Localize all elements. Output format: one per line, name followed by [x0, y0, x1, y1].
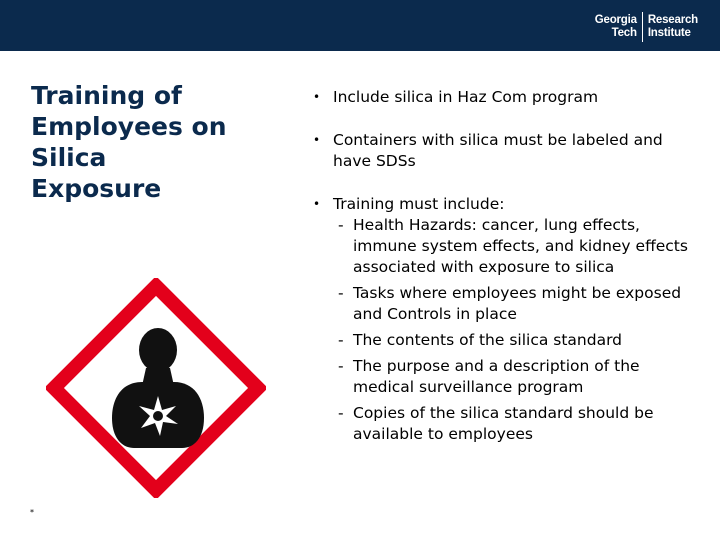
sub-item-text: Health Hazards: cancer, lung effects, immune system effects, and kidney effects associated with exposure to silica [353, 216, 688, 276]
logo-text-research: Research [647, 14, 698, 26]
bullet-text: Containers with silica must be labeled and have SDSs [333, 131, 663, 170]
sub-item-text: Tasks where employees might be exposed and Controls in place [353, 284, 682, 323]
title-line: Employees on [31, 112, 227, 141]
sub-item [333, 356, 703, 398]
logo-text-tech: Tech [611, 27, 637, 39]
sub-marker: - [338, 331, 344, 349]
sub-item-text: Copies of the silica standard should be available to employees [353, 404, 654, 443]
bullet-item [313, 130, 703, 172]
sub-marker: - [338, 357, 344, 375]
sub-item-text: The contents of the silica standard [353, 331, 623, 349]
sub-marker: - [338, 284, 344, 302]
starburst-center [153, 411, 163, 421]
sub-item [333, 403, 703, 445]
sub-item [333, 283, 703, 325]
bullet-list [313, 87, 703, 445]
bullet-item [313, 87, 703, 108]
logo-text-georgia: Georgia [594, 14, 637, 26]
ghs-health-hazard-icon [46, 278, 266, 498]
bullet-marker: • [313, 197, 321, 211]
bullet-marker: • [313, 90, 321, 104]
bullet-marker: • [313, 133, 321, 147]
title-line: Training of [31, 81, 182, 110]
bullet-item [313, 194, 703, 445]
slide-title [31, 80, 261, 204]
sub-list [333, 215, 703, 445]
sub-item [333, 215, 703, 278]
sub-item [333, 330, 703, 351]
sub-item-text: The purpose and a description of the medical surveillance program [353, 357, 640, 396]
bullet-text: Training must include: [333, 195, 505, 213]
sub-marker: - [338, 404, 344, 422]
sub-marker: - [338, 216, 344, 234]
title-line: Exposure [31, 174, 162, 203]
logo-text-institute: Institute [647, 27, 691, 39]
title-line: Silica [31, 143, 107, 172]
header-bar [0, 0, 720, 51]
footnote-marker: * [30, 508, 34, 517]
gtri-logo [595, 12, 698, 42]
bullet-text: Include silica in Haz Com program [333, 88, 599, 106]
